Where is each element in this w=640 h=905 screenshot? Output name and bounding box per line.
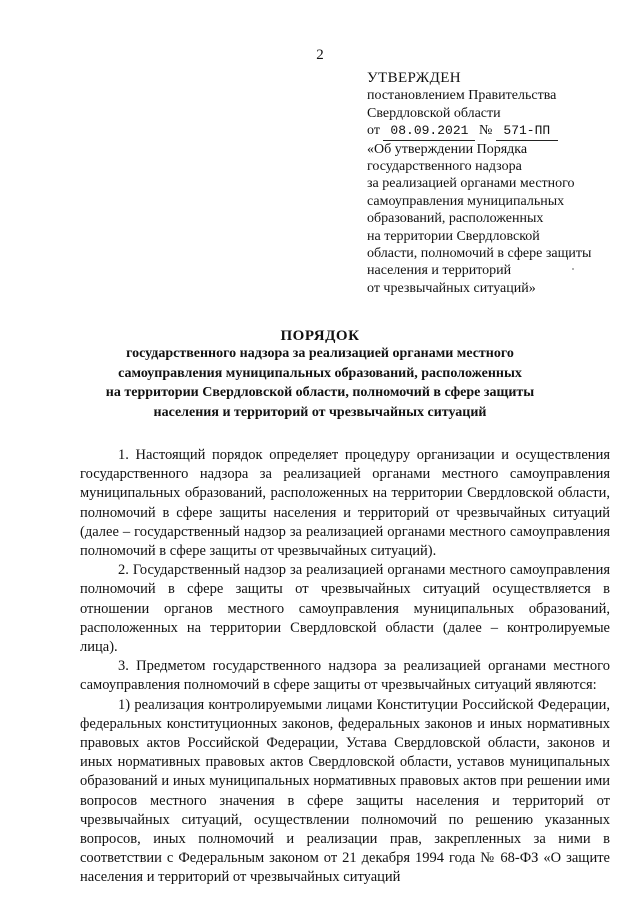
paragraph-1: 1. Настоящий порядок определяет процедуру организации и осуществления государственного надзора за реализацией органами местного самоуправления муниципальных образований, расположенных на территории Свердловской области, полномочий в сфере защиты населения и территорий от чрезвычайных ситуаций (далее – государственный надзор за реализацией органами местного самоуправления полномочий в сфере защиты от чрезвычайных ситуаций). <box>80 447 610 560</box>
document-body <box>80 446 610 888</box>
number-sign: № <box>478 123 493 139</box>
paragraph-3: 3. Предметом государственного надзора за реализацией органами местного самоуправления полномочий в сфере защиты от чрезвычайных ситуаций являются: <box>80 658 610 694</box>
subtitle-line: на территории Свердловской области, полномочий в сфере защиты <box>105 385 535 400</box>
subtitle-line: государственного надзора за реализацией органами местного <box>126 346 514 361</box>
approval-title-line: области, полномочий в сфере защиты <box>367 246 592 262</box>
paragraph-2: 2. Государственный надзор за реализацией органами местного самоуправления полномочий в сфере защиты от чрезвычайных ситуаций осуществляется в отношении органов местного самоуправления муниципальных образований, расположенных на территории Свердловской области (далее – контролируемые лица). <box>80 562 610 656</box>
subtitle-line: населения и территорий от чрезвычайных ситуаций <box>153 404 487 420</box>
approval-number: 571-ПП <box>496 122 558 140</box>
document-title: ПОРЯДОК <box>280 328 360 344</box>
approval-date: 08.09.2021 <box>383 122 475 140</box>
approval-title-line: «Об утверждении Порядка <box>367 141 528 157</box>
approval-title-line: за реализацией органами местного <box>367 176 575 192</box>
approval-title-line: от чрезвычайных ситуаций» <box>367 280 536 296</box>
approval-line-2: Свердловской области <box>367 105 501 121</box>
date-prefix: от <box>367 123 380 139</box>
approval-date-line <box>367 122 627 140</box>
paragraph-3-item-1: 1) реализация контролируемыми лицами Конституции Российской Федерации, федеральных конституционных законов, федеральных законов и иных нормативных правовых актов Российской Федерации, Устава Свердловской области, законов и иных нормативных правовых актов Свердловской области, уставов муниципальных образований и иных муниципальных нормативных правовых актов при решении ими вопросов местного значения в сфере защиты населения и территорий от чрезвычайных ситуаций, осуществлении полномочий по решению указанных вопросов, иных полномочий и реализации прав, закрепленных за ними в соответствии с Федеральным законом от 21 декабря 1994 года № 68-ФЗ «О защите населения и территорий от чрезвычайных ситуаций <box>80 696 610 886</box>
approval-heading: УТВЕРЖДЕН <box>367 70 462 86</box>
scan-speck <box>572 268 574 270</box>
approval-title-line: на территории Свердловской <box>367 228 540 244</box>
approval-title-line: государственного надзора <box>367 159 522 175</box>
approval-block <box>367 70 627 297</box>
document-subtitle <box>80 344 560 422</box>
approval-title-line: образований, расположенных <box>367 211 544 227</box>
approval-title-line: самоуправления муниципальных <box>367 193 565 209</box>
subtitle-line: самоуправления муниципальных образований, расположенных <box>118 365 522 381</box>
approval-title-line: населения и территорий <box>367 263 512 279</box>
page-number: 2 <box>316 47 324 63</box>
approval-line-1: постановлением Правительства <box>367 88 557 104</box>
